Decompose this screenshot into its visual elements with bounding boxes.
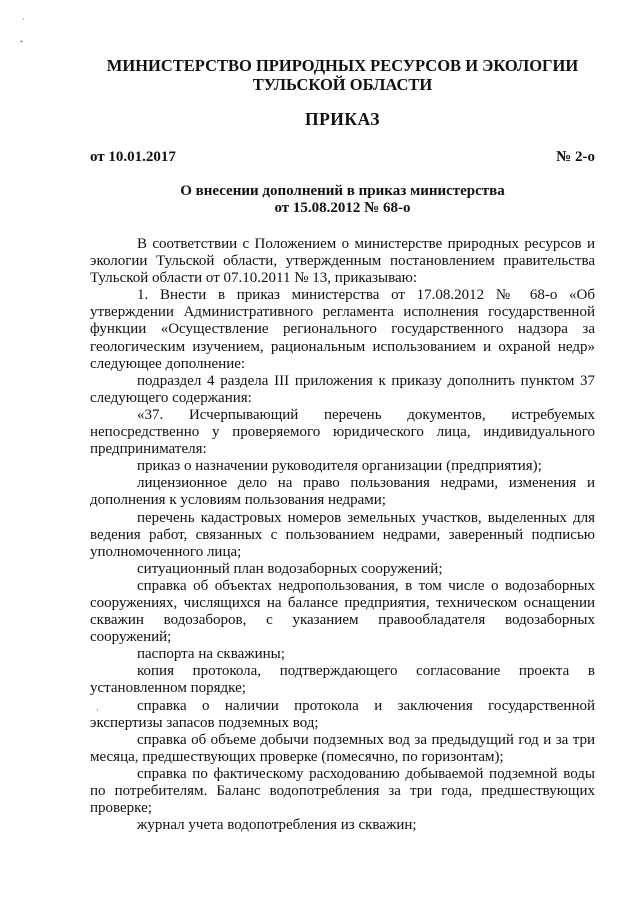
body-paragraph: копия протокола, подтверждающего согласование проекта в установленном порядке; [90, 663, 595, 697]
scan-speck: · [96, 705, 99, 715]
body-paragraph: лицензионное дело на право пользования недрами, изменения и дополнения к условиям пользования недрами; [90, 475, 595, 509]
document-type-title: ПРИКАЗ [304, 109, 381, 129]
ministry-header-line: ТУЛЬСКОЙ ОБЛАСТИ [252, 75, 433, 94]
body-paragraph: паспорта на скважины; [137, 646, 285, 663]
body-paragraph: справка об объектах недропользования, в том числе о водозаборных сооружениях, числящихся на балансе предприятия, техническом оснащении скважин водозаборов, с указанием правообладателя водозаборных сооружений; [90, 577, 595, 646]
body-paragraph: подраздел 4 раздела III приложения к приказу дополнить пунктом 37 следующего содержания: [90, 372, 595, 406]
body-paragraph: справка об объеме добычи подземных вод за предыдущий год и за три месяца, предшествующих проверке (помесячно, по горизонтам); [90, 731, 595, 765]
body-paragraph: справка о наличии протокола и заключения государственной экспертизы запасов подземных вод; [90, 697, 595, 731]
body-paragraph: журнал учета водопотребления из скважин; [137, 817, 417, 834]
order-subject-line: от 15.08.2012 № 68-о [274, 200, 411, 216]
order-date: от 10.01.2017 [90, 149, 176, 165]
order-subject-line: О внесении дополнений в приказ министерства [180, 183, 505, 199]
body-paragraph: перечень кадастровых номеров земельных участков, выделенных для ведения работ, связанных с пользованием недрами, заверенный подписью уполномоченного лица; [90, 509, 595, 560]
body-paragraph: «37. Исчерпывающий перечень документов, истребуемых непосредственно у проверяемого юридического лица, индивидуального предпринимателя: [90, 406, 595, 458]
ministry-header [90, 56, 595, 94]
scan-speck: ˇ [20, 39, 23, 49]
order-number: № 2-о [556, 149, 595, 165]
order-body [90, 236, 595, 834]
body-paragraph: ситуационный план водозаборных сооружений; [137, 560, 443, 577]
body-paragraph: В соответствии с Положением о министерстве природных ресурсов и экологии Тульской области, утвержденным постановлением правительства Тульской области от 07.10.2011 № 13, приказываю: [90, 236, 595, 287]
body-paragraph: справка по фактическому расходованию добываемой подземной воды по потребителям. Баланс водопотребления за три года, предшествующих проверке; [90, 765, 595, 817]
body-paragraph: приказ о назначении руководителя организации (предприятия); [137, 458, 542, 475]
ministry-header-line: МИНИСТЕРСТВО ПРИРОДНЫХ РЕСУРСОВ И ЭКОЛОГИИ [106, 56, 579, 75]
body-paragraph: 1. Внести в приказ министерства от 17.08.2012 № 68-о «Об утверждении Административного регламента исполнения государственной функции «Осуществление регионального государственного надзора за геологическим изучением, рациональным использованием и охраной недр» следующее дополнение: [90, 287, 595, 372]
scan-speck: ˙ [22, 17, 25, 27]
order-subject [90, 183, 595, 217]
